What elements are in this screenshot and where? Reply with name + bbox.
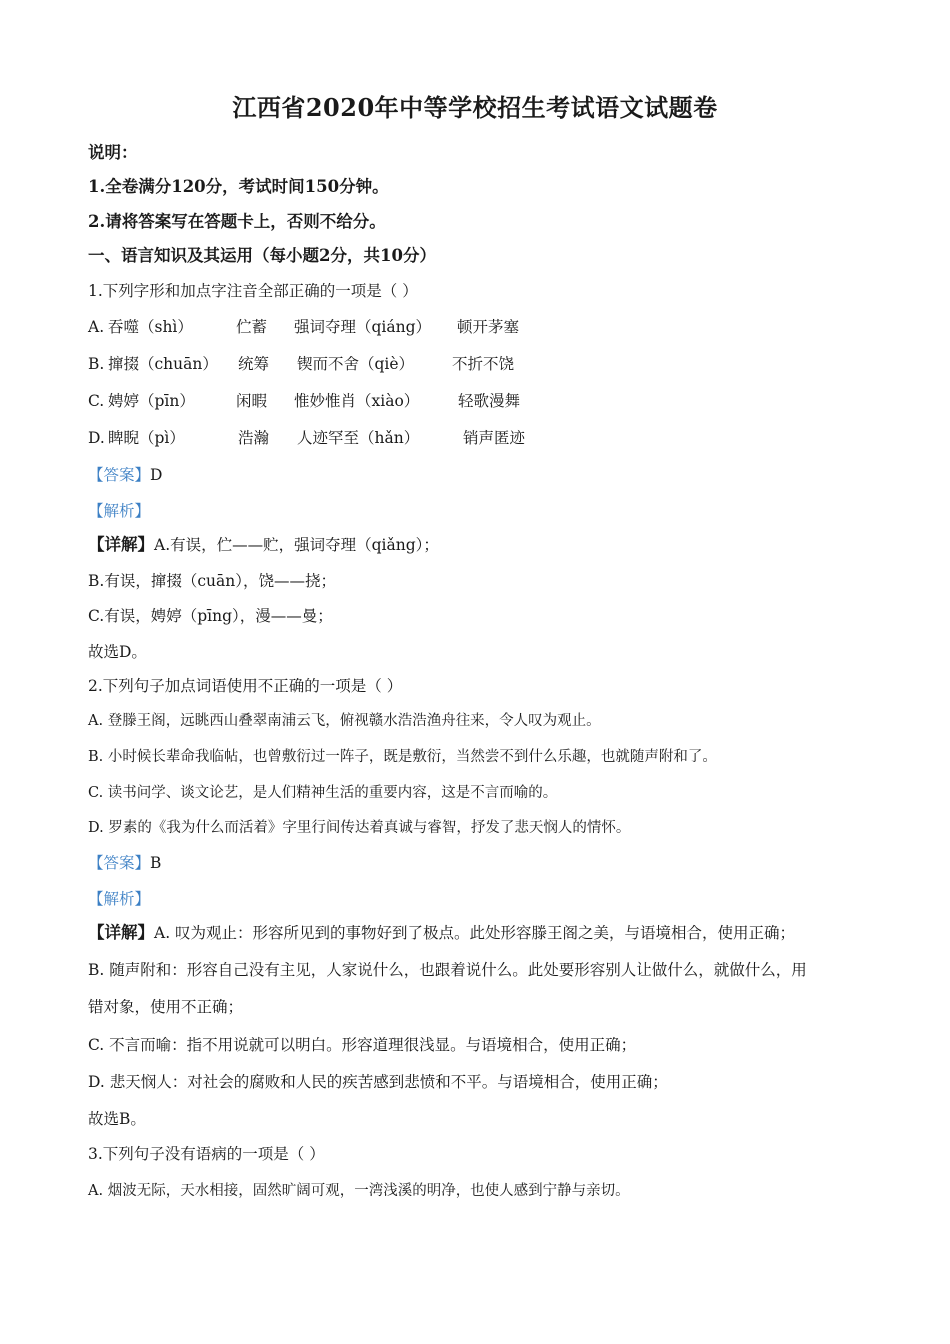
q1-stem: 1.下列字形和加点字注音全部正确的一项是（ ） (88, 282, 418, 300)
q2-detail-3: 错对象，使用不正确； (88, 998, 244, 1016)
q2-analysis-tag: 【解析】 (88, 890, 151, 908)
section-heading: 一、语言知识及其运用（每小题2分，共10分） (88, 246, 436, 265)
option-label: C. (88, 392, 105, 410)
option-label: D. (88, 429, 105, 447)
option-col-2: 浩瀚 (238, 429, 270, 447)
q2-option-c: C. 读书问学、谈文论艺，是人们精神生活的重要内容，这是不言而喻的。 (88, 785, 558, 801)
option-col-4: 不折不饶 (452, 355, 515, 373)
option-col-3: 人迹罕至（hǎn） (297, 429, 420, 447)
q3-option-a: A. 烟波无际，天水相接，固然旷阔可观，一湾浅溪的明净，也使人感到宁静与亲切。 (88, 1183, 630, 1199)
q2-stem: 2.下列句子加点词语使用不正确的一项是（ ） (88, 677, 403, 695)
detail-tag: 【详解】 (88, 535, 154, 554)
q1-detail-1 (88, 534, 439, 556)
q2-option-d: D. 罗素的《我为什么而活着》字里行间传达着真诚与睿智，抒发了悲天悯人的情怀。 (88, 820, 631, 836)
detail-text: A. 叹为观止：形容所见到的事物好到了极点。此处形容滕王阁之美，与语境相合，使用正确； (154, 924, 796, 942)
option-col-2: 伫蓄 (236, 318, 268, 336)
option-col-4: 轻歌漫舞 (458, 392, 521, 410)
option-col-3: 强词夺理（qiáng） (294, 318, 432, 336)
q2-answer (88, 852, 161, 874)
option-col-1: 吞噬（shì） (108, 318, 193, 336)
detail-tag: 【详解】 (88, 923, 154, 942)
q1-answer (88, 464, 162, 486)
option-col-4: 顿开茅塞 (457, 318, 520, 336)
q1-analysis-tag: 【解析】 (88, 502, 151, 520)
q2-detail-1 (88, 922, 795, 944)
option-col-1: 娉婷（pīn） (108, 392, 195, 410)
q2-detail-5: D. 悲天悯人：对社会的腐败和人民的疾苦感到悲愤和不平。与语境相合，使用正确； (88, 1073, 668, 1091)
notes-item-2: 2.请将答案写在答题卡上，否则不给分。 (88, 212, 386, 231)
option-label: A. (88, 318, 105, 336)
answer-value: D (150, 466, 163, 484)
option-label: B. (88, 355, 105, 373)
option-col-1: 睥睨（pì） (108, 429, 185, 447)
q3-stem: 3.下列句子没有语病的一项是（ ） (88, 1145, 325, 1163)
answer-tag: 【答案】 (88, 854, 151, 872)
answer-tag: 【答案】 (88, 466, 151, 484)
answer-value: B (150, 854, 162, 872)
option-col-3: 锲而不舍（qiè） (297, 355, 415, 373)
notes-heading: 说明： (88, 143, 138, 162)
page-title: 江西省2020年中等学校招生考试语文试题卷 (232, 93, 718, 122)
option-col-2: 闲暇 (236, 392, 268, 410)
option-col-1: 撺掇（chuān） (108, 355, 218, 373)
option-col-2: 统筹 (238, 355, 270, 373)
q1-detail-2: B.有误，撺掇（cuān），饶——挠； (88, 572, 336, 590)
q1-detail-3: C.有误，娉婷（pīng），漫——曼； (88, 607, 333, 625)
notes-item-1: 1.全卷满分120分，考试时间150分钟。 (88, 177, 389, 196)
q2-option-b: B. 小时候长辈命我临帖，也曾敷衍过一阵子，既是敷衍，当然尝不到什么乐趣，也就随声附和了。 (88, 749, 717, 765)
q2-detail-4: C. 不言而喻：指不用说就可以明白。形容道理很浅显。与语境相合，使用正确； (88, 1036, 637, 1054)
option-col-3: 惟妙惟肖（xiào） (294, 392, 420, 410)
option-col-4: 销声匿迹 (463, 429, 526, 447)
q2-detail-2: B. 随声附和：形容自己没有主见，人家说什么，也跟着说什么。此处要形容别人让做什么，就做什么，用 (88, 961, 807, 979)
detail-text: A.有误，伫——贮，强词夺理（qiǎng）； (154, 536, 439, 554)
q2-option-a: A. 登滕王阁，远眺西山叠翠南浦云飞，俯视赣水浩浩渔舟往来，令人叹为观止。 (88, 713, 601, 729)
q1-detail-4: 故选D。 (88, 643, 147, 661)
q2-detail-6: 故选B。 (88, 1110, 146, 1128)
